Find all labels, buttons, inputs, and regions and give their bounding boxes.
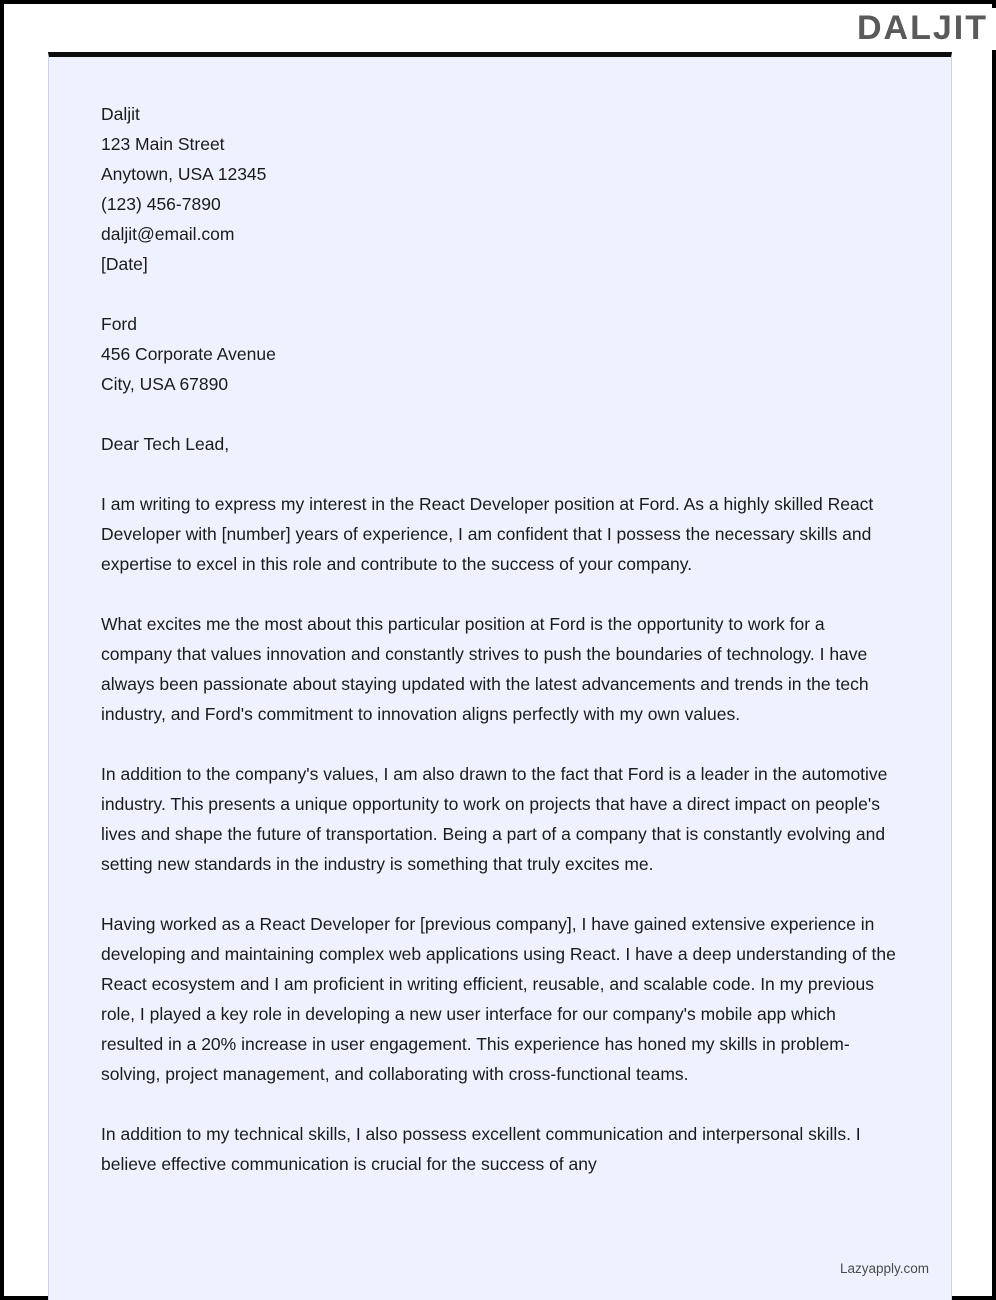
letter-paragraph: Having worked as a React Developer for [previous company], I have gained extensive experience in developing and maintaining complex web applications using React. I have a deep understanding of the React ecosystem and I am proficient in writing efficient, reusable, and scalable code. In my previous role, I played a key role in developing a new user interface for our company's mobile app which resulted in a 20% increase in user engagement. This experience has honed my skills in problem-solving, project management, and collaborating with cross-functional teams.	[101, 914, 896, 1084]
letter-body	[49, 57, 951, 1179]
salutation: Dear Tech Lead,	[101, 434, 230, 454]
letter-paragraph: What excites me the most about this particular position at Ford is the opportunity to work for a company that values innovation and constantly strives to push the boundaries of technology. I have always been passionate about staying updated with the latest advancements and trends in the tech industry, and Ford's commitment to innovation aligns perfectly with my own values.	[101, 614, 869, 724]
spacer	[101, 279, 899, 309]
letter-paragraph: In addition to my technical skills, I also possess excellent communication and interpersonal skills. I believe effective communication is crucial for the success of any	[101, 1124, 861, 1174]
spacer	[101, 399, 899, 429]
sender-address-block	[101, 99, 899, 279]
cover-letter-sheet	[48, 52, 952, 1300]
sender-street: 123 Main Street	[101, 134, 225, 154]
page-title: DALJIT	[857, 9, 988, 47]
letter-paragraph: In addition to the company's values, I am also drawn to the fact that Ford is a leader in the automotive industry. This presents a unique opportunity to work on projects that have a direct impact on people's lives and shape the future of transportation. Being a part of a company that is constantly evolving and setting new standards in the industry is something that truly excites me.	[101, 764, 888, 874]
letter-paragraph: I am writing to express my interest in the React Developer position at Ford. As a highly skilled React Developer with [number] years of experience, I am confident that I possess the necessary skills and expertise to excel in this role and contribute to the success of your company.	[101, 494, 874, 574]
sender-email: daljit@email.com	[101, 224, 235, 244]
recipient-company: Ford	[101, 314, 137, 334]
sender-city-state-zip: Anytown, USA 12345	[101, 164, 267, 184]
recipient-city-state-zip: City, USA 67890	[101, 374, 229, 394]
sender-phone: (123) 456-7890	[101, 194, 221, 214]
recipient-street: 456 Corporate Avenue	[101, 344, 276, 364]
document-header	[8, 8, 996, 50]
brand-watermark: Lazyapply.com	[836, 1259, 933, 1278]
recipient-address-block	[101, 309, 899, 399]
sender-name: Daljit	[101, 104, 140, 124]
letter-date: [Date]	[101, 254, 148, 274]
